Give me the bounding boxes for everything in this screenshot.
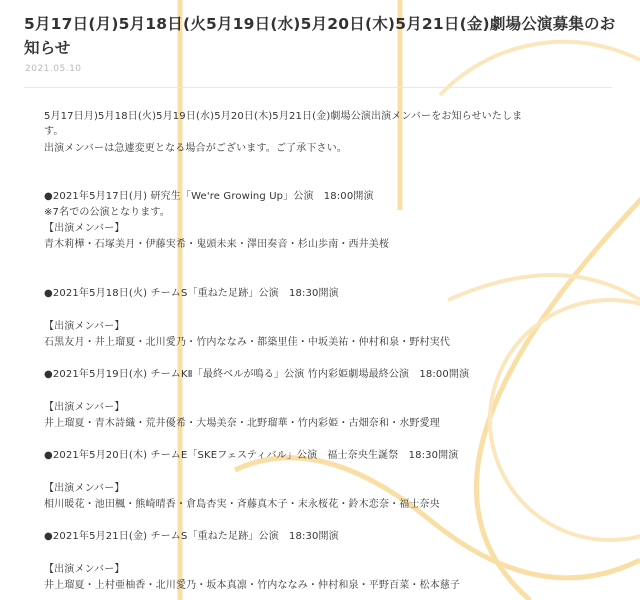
members-list: 井上瑠夏・青木詩織・荒井優希・大場美奈・北野瑠華・竹内彩姫・古畑奈和・水野愛理: [44, 418, 440, 429]
intro-line: す。: [44, 126, 64, 137]
members-label: 【出演メンバー】: [44, 402, 125, 413]
post-date: 2021.05.10: [25, 64, 82, 74]
event-heading: ●2021年5月21日(金) チームS「重ねた足跡」公演 18:30開演: [44, 531, 339, 542]
members-label: 【出演メンバー】: [44, 223, 125, 234]
members-list: 相川暖花・池田楓・熊崎晴香・倉島杏実・斉藤真木子・末永桜花・鈴木恋奈・福士奈央: [44, 499, 440, 510]
event-heading: ●2021年5月18日(火) チームS「重ねた足跡」公演 18:30開演: [44, 288, 339, 299]
members-label: 【出演メンバー】: [44, 564, 125, 575]
members-list: 青木莉樺・石塚美月・伊藤実希・鬼頭未来・澤田奏音・杉山歩南・西井美桜: [44, 239, 390, 250]
intro-line: 5月17日月)5月18日(火)5月19日(水)5月20日(木)5月21日(金)劇場公演出演メンバーをお知らせいたしま: [44, 111, 523, 122]
members-label: 【出演メンバー】: [44, 321, 125, 332]
members-list: 石黒友月・井上瑠夏・北川愛乃・竹内ななみ・都築里佳・中坂美祐・仲村和泉・野村実代: [44, 337, 450, 348]
intro-line: 出演メンバーは急遽変更となる場合がございます。ご了承下さい。: [44, 143, 347, 154]
members-label: 【出演メンバー】: [44, 483, 125, 494]
event-heading: ●2021年5月19日(水) チームKⅡ「最終ベルが鳴る」公演 竹内彩姫劇場最終公演 18:00開演: [44, 369, 470, 380]
members-list: 井上瑠夏・上村亜柚香・北川愛乃・坂本真凛・竹内ななみ・仲村和泉・平野百菜・松本慈子: [44, 580, 461, 591]
post-title: 5月17日(月)5月18日(火5月19日(水)5月20日(木)5月21日(金)劇場公演募集のお知らせ: [24, 15, 616, 57]
event-note: ※7名での公演となります。: [44, 207, 170, 218]
event-heading: ●2021年5月17日(月) 研究生「We're Growing Up」公演 18:00開演: [44, 191, 374, 202]
event-heading: ●2021年5月20日(木) チームE「SKEフェスティバル」公演 福士奈央生誕祭 18:30開演: [44, 450, 459, 461]
